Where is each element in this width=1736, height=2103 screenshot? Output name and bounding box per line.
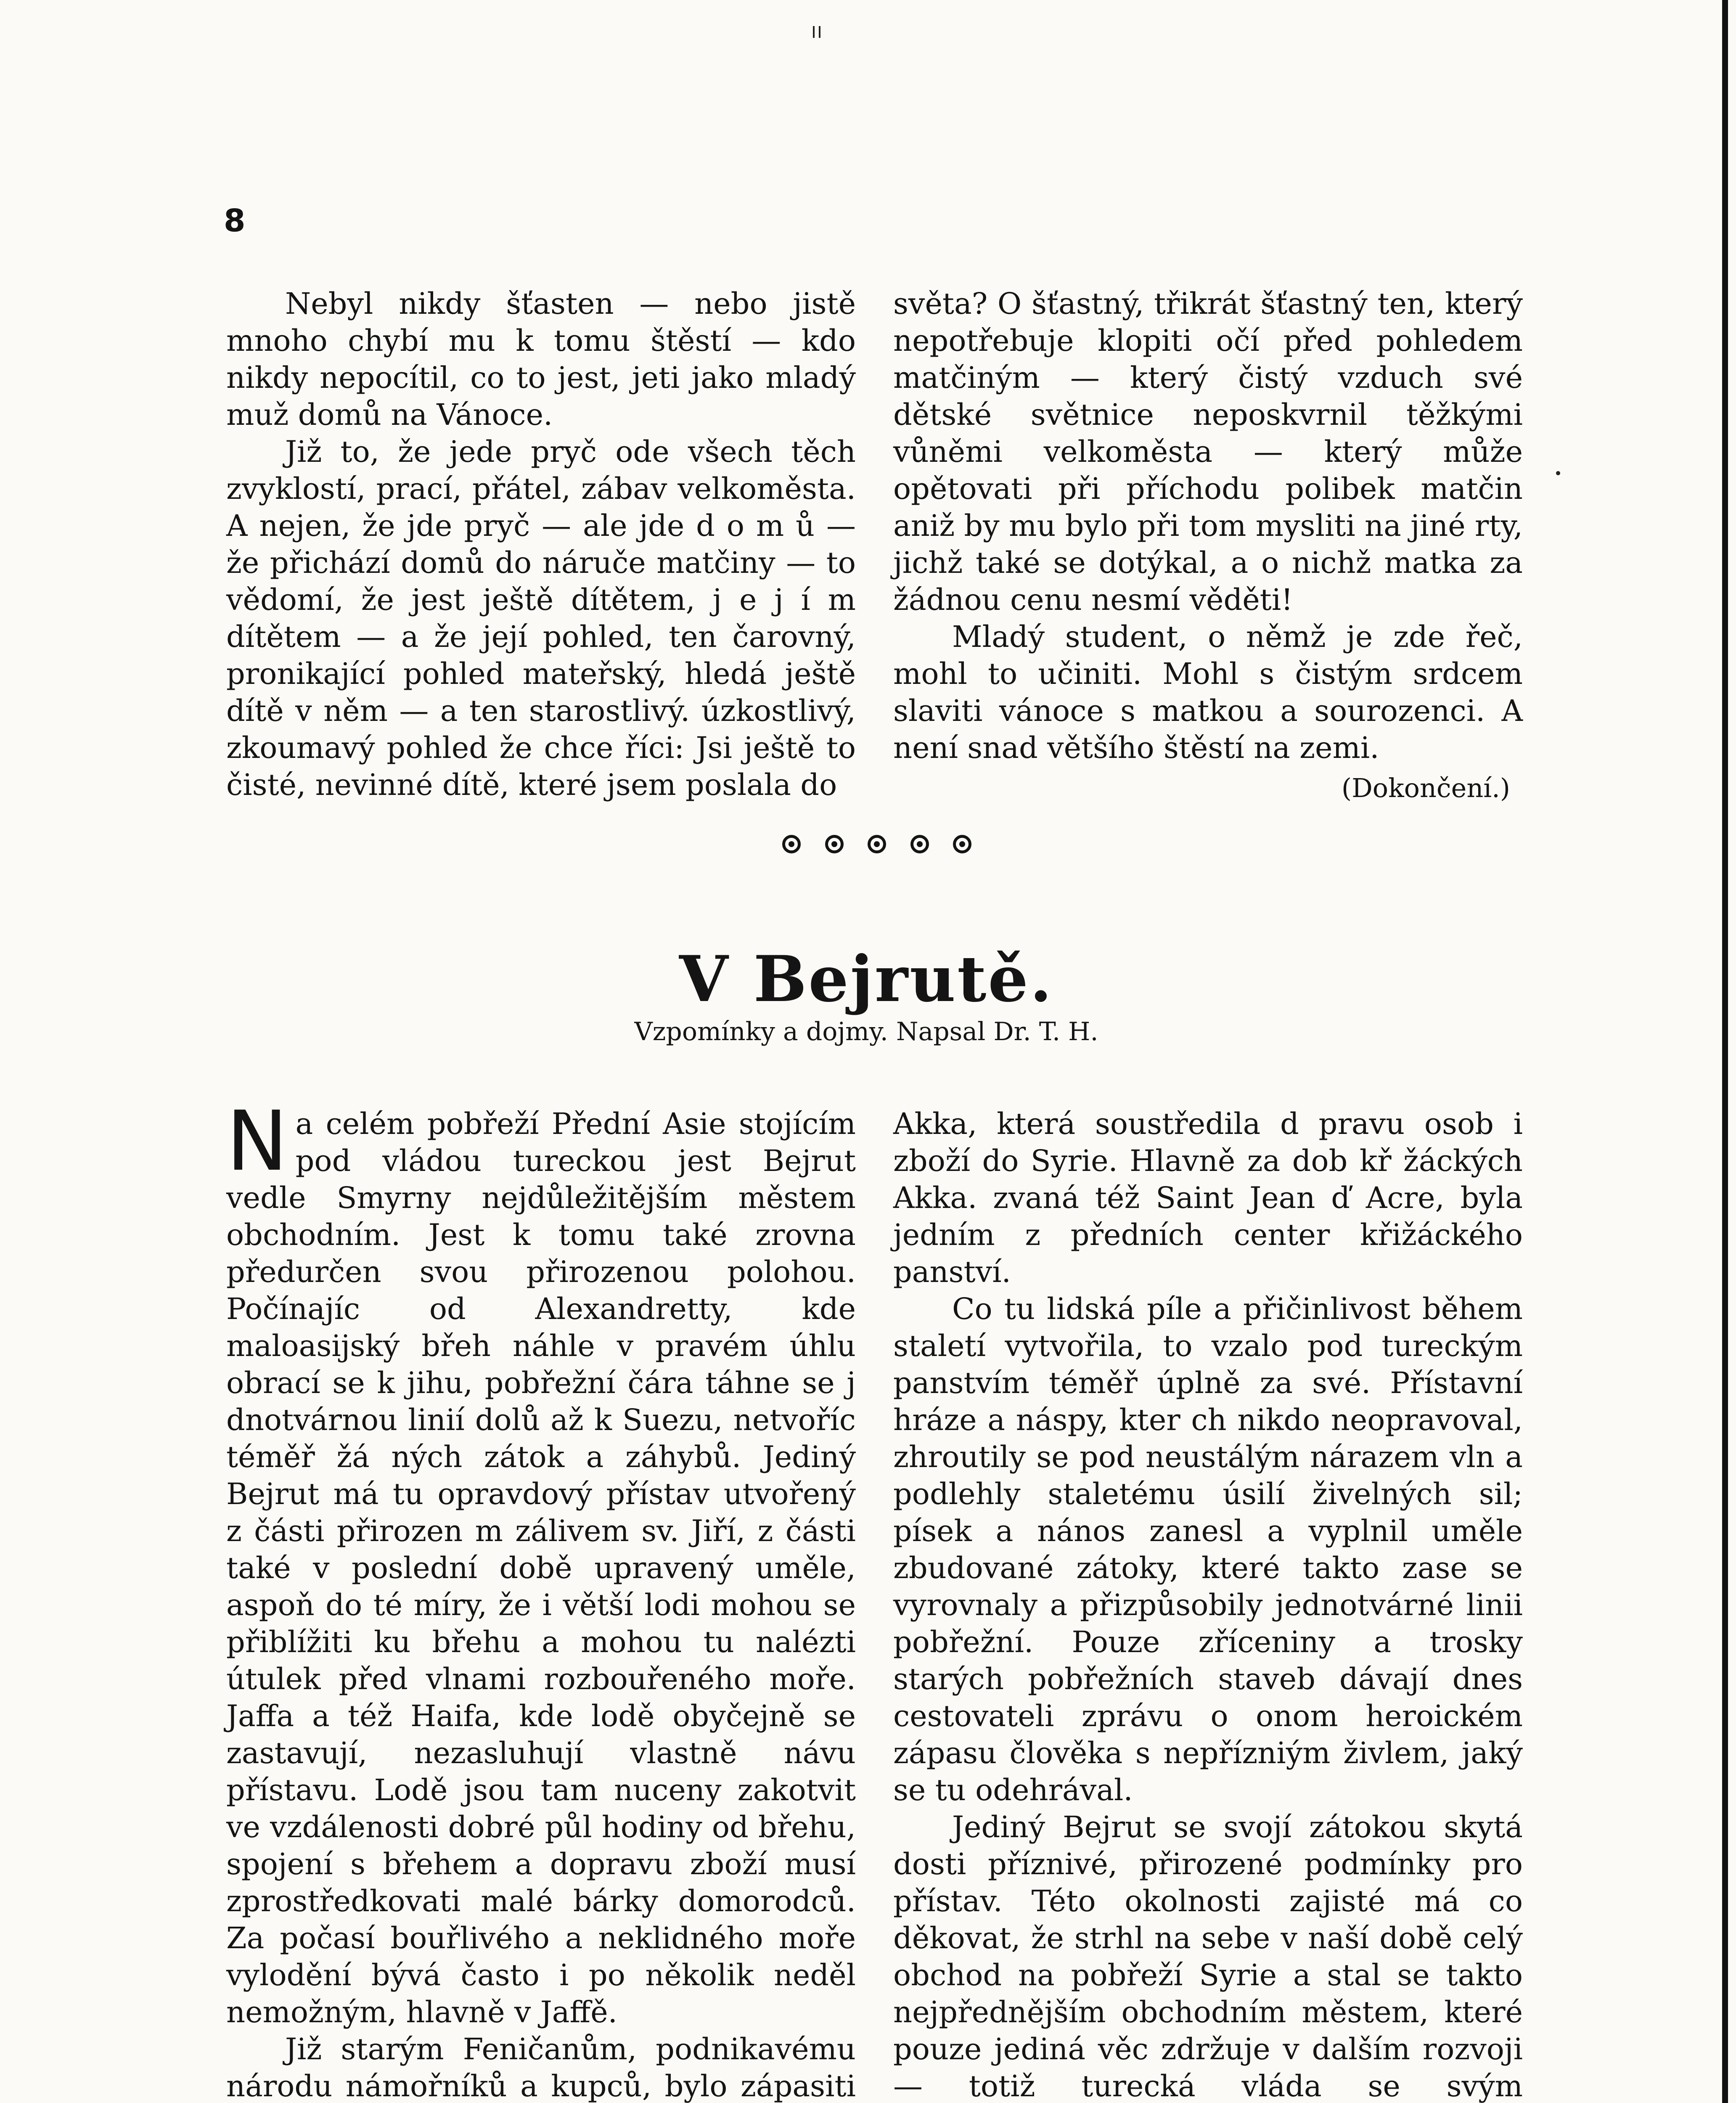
circle-ornament-icon [825, 835, 844, 853]
paragraph-text: a celém pobřeží Přední Asie stojícím pod vládou tureckou jest Bejrut vedle Smyrny nejdůležitějším městem obchodním. Jest k tomu také zrovna předurčen svou přirozenou polohou. Počínajíc od Alexandretty, kde maloasijský břeh náhle v pravém úhlu obrací se k jihu, pobřežní čára táhne se j dnotvárnou linií dolů až k Suezu, netvoříc téměř žá ných zátok a záhybů. Jediný Bejrut má tu opravdový přístav utvořený z části přirozen m zálivem sv. Jiří, z části také v poslední době upravený uměle, aspoň do té míry, že i větší lodi mohou se přiblížiti ku břehu a mohou tu nalézti útulek před vlnami rozbouřeného moře. Jaffa a též Haifa, kde lodě obyčejně se zastavují, nezasluhují vlastně návu přístavu. Lodě jsou tam nuceny zakotvit ve vzdálenosti dobré půl hodiny od břehu, spojení s břehem a dopravu zboží musí zprostředkovati malé bárky domorodců. Za počasí bouřlivého a neklidného moře vylodění bývá často i po několik neděl nemožným, hlavně v Jaffě. [226, 1107, 856, 2029]
paragraph: Jediný Bejrut se svojí zátokou skytá dosti příznivé, přirozené podmínky pro přístav. Této okolnosti zajisté má co děkovat, že strhl na sebe v naší době celý obchod na pobřeží Syrie a stal se takto nejpřednějším obchodním městem, které pouze jediná věc zdržuje v dalším rozvoji — totiž turecká vláda se svým [893, 1810, 1523, 2103]
paragraph: Mladý student, o němž je zde řeč, mohl to učiniti. Mohl s čistým srdcem slaviti vánoce s matkou a sourozenci. A není snad většího štěstí na zemi. [893, 620, 1523, 765]
circle-ornament-icon [953, 835, 971, 853]
paragraph: Co tu lidská píle a přičinlivost během staletí vytvořila, to vzalo pod tureckým panstvím téměř úplně za své. Přístavní hráze a náspy, kter ch nikdo neopravoval, zhroutily se pod neustálým nárazem vln a podlehly staletému úsilí živelných sil; písek a nános zanesl a vyplnil uměle zbudované zátoky, které takto zase se vyrovnaly a přizpůsobily jednotvárné linii pobřežní. Pouze zříceniny a trosky starých pobřežních staveb dávají dnes cestovateli zprávu o onom heroickém zápasu člověka s nepřízniým živlem, jaký se tu odehrával. [893, 1292, 1523, 1807]
drop-cap: N [226, 1094, 288, 1189]
scan-speck [819, 26, 820, 38]
page-edge-rule [1722, 0, 1728, 2103]
paragraph: Nebyl nikdy šťasten — nebo jistě mnoho chybí mu k tomu štěstí — kdo nikdy nepocítil, co to jest, jeti jako mladý muž domů na Vánoce. [226, 286, 856, 432]
paragraph: světa? O šťastný, třikrát šťastný ten, který nepotřebuje klopiti očí před pohledem matčiným — který čistý vzduch své dětské světnice neposkvrnil těžkými vůněmi velkoměsta — který může opětovati při příchodu polibek matčin aniž by mu bylo při tom mysliti na jiné rty, jichž také se dotýkal, a o nichž matka za žádnou cenu nesmí věděti! [893, 286, 1523, 617]
circle-ornament-icon [868, 835, 886, 853]
article-subtitle: Vzpomínky a dojmy. Napsal Dr. T. H. [634, 1017, 1098, 1046]
paragraph: Již starým Feničanům, podnikavému národu námořníků a kupců, bylo zápasiti [226, 2032, 856, 2103]
scan-speck [813, 26, 815, 38]
section-divider [782, 835, 971, 853]
column-top-right [893, 285, 1523, 807]
column-article-right [893, 1105, 1523, 2103]
circle-ornament-icon [782, 835, 801, 853]
continuation-note: (Dokončení.) [1341, 773, 1510, 803]
column-top-left [226, 285, 856, 803]
circle-ornament-icon [910, 835, 929, 853]
paragraph-first [226, 1094, 856, 2031]
article-title: V Bejrutě. [679, 942, 1054, 1016]
paragraph: Již to, že jede pryč ode všech těch zvyklostí, prací, přátel, zábav velkoměsta. A nejen, že jde pryč — ale jde d o m ů — že přichází domů do náruče matčiny — to vědomí, že jest ještě dítětem, j e j í m dítětem — a že její pohled, ten čarovný, pronikající pohled mateřský, hledá ještě dítě v něm — a ten starostlivý. úzkostlivý, zkoumavý pohled že chce říci: Jsi ještě to čisté, nevinné dítě, které jsem poslala do [226, 434, 856, 802]
scan-speck [1556, 471, 1560, 475]
column-article-left [226, 1094, 856, 2103]
page-number: 8 [224, 203, 246, 239]
paragraph: Akka, která soustředila d pravu osob i zboží do Syrie. Hlavně za dob kř žáckých Akka. zvaná též Saint Jean ď Acre, byla jedním z předních center křižáckého panství. [893, 1107, 1523, 1289]
